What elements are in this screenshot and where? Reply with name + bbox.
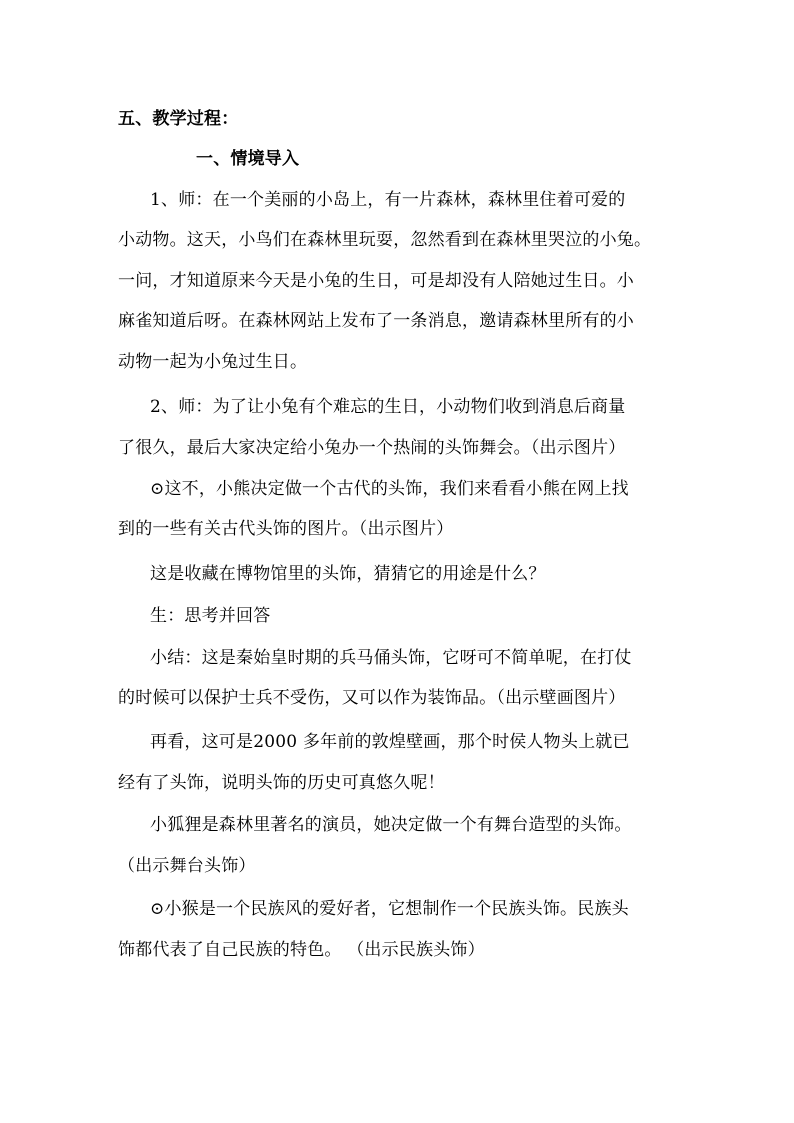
paragraph-line: 再看，这可是2000 多年前的敦煌壁画，那个时侯人物头上就已 [150, 732, 630, 752]
paragraph-line: ⊙小猴是一个民族风的爱好者，它想制作一个民族头饰。民族头 [150, 899, 629, 919]
paragraph-line: 动物一起为小兔过生日。 [118, 352, 308, 372]
subsection-title: 一、情境导入 [196, 149, 300, 169]
paragraph-line: 小结：这是秦始皇时期的兵马俑头饰，它呀可不简单呢，在打仗 [150, 648, 632, 668]
paragraph-line: 麻雀知道后呀。在森林网站上发布了一条消息，邀请森林里所有的小 [118, 311, 634, 331]
paragraph-line: 饰都代表了自己民族的特色。 （出示民族头饰） [118, 940, 485, 960]
paragraph-line: 经有了头饰，说明头饰的历史可真悠久呢！ [118, 773, 445, 793]
section-title: 五、教学过程： [118, 109, 239, 129]
paragraph-line: ⊙这不，小熊决定做一个古代的头饰，我们来看看小熊在网上找 [150, 479, 629, 499]
paragraph-line: 这是收藏在博物馆里的头饰，猜猜它的用途是什么？ [150, 564, 546, 584]
paragraph-line: 小动物。这天，小鸟们在森林里玩耍，忽然看到在森林里哭泣的小兔。 [118, 230, 652, 250]
paragraph-line: 2、师：为了让小兔有个难忘的生日，小动物们收到消息后商量 [150, 397, 626, 417]
paragraph-line: 了很久，最后大家决定给小兔办一个热闹的头饰舞会。（出示图片） [118, 438, 626, 458]
paragraph-line: 1、师：在一个美丽的小岛上，有一片森林，森林里住着可爱的 [150, 190, 626, 210]
paragraph-line: 的时候可以保护士兵不受伤，又可以作为装饰品。（出示壁画图片） [118, 688, 626, 708]
paragraph-line: 到的一些有关古代头饰的图片。（出示图片） [118, 519, 454, 539]
paragraph-line: （出示舞台头饰） [118, 856, 256, 876]
paragraph-line: 一问，才知道原来今天是小兔的生日，可是却没有人陪她过生日。小 [118, 271, 634, 291]
paragraph-line: 小狐狸是森林里著名的演员，她决定做一个有舞台造型的头饰。 [150, 815, 632, 835]
paragraph-line: 生：思考并回答 [150, 606, 271, 626]
